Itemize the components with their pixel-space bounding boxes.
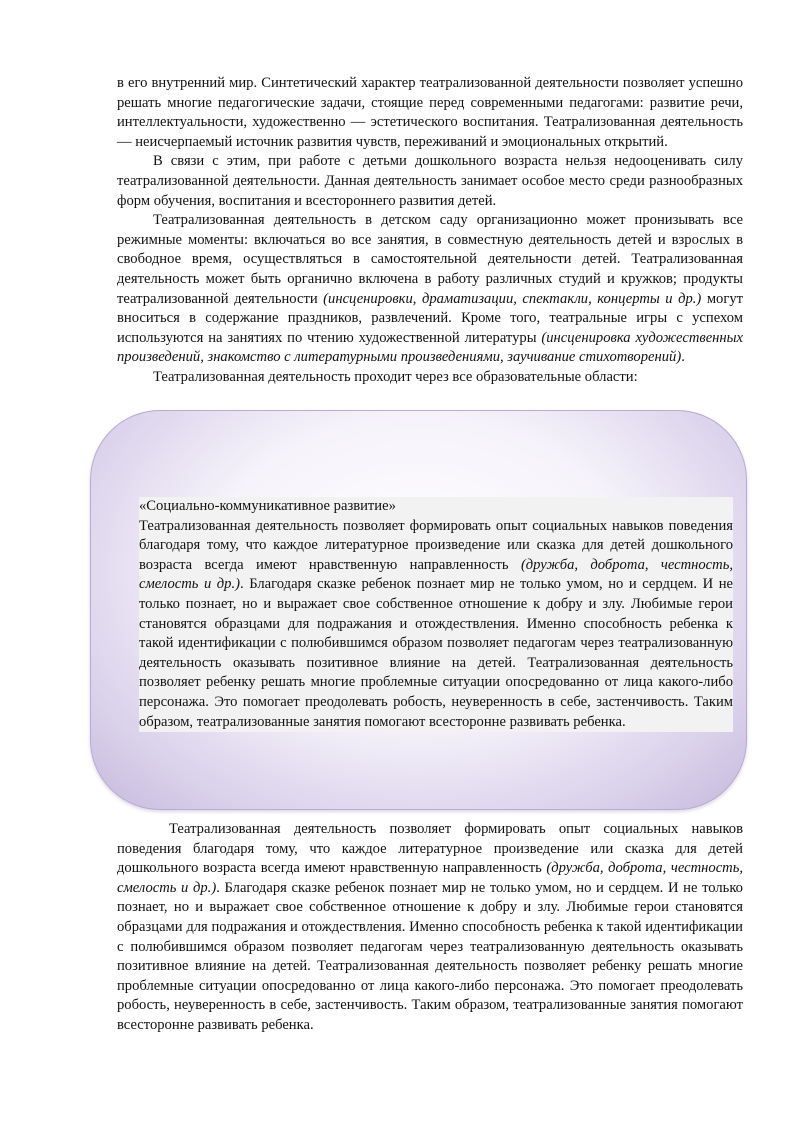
- paragraph-importance: В связи с этим, при работе с детьми дошкольного возраста нельзя недооценивать силу театрализованной деятельности. Данная деятельность занимает особое место среди разнообразных форм обучения, воспитания и всестороннего развития детей.: [117, 153, 743, 209]
- bottom-paragraph: [117, 820, 743, 1036]
- paragraph-kindergarten-literature: (инсценировка художественных произведений, знакомство с литературными произведениями, заучивание стихотворений): [117, 329, 744, 366]
- top-section: [117, 74, 743, 388]
- box-paragraph-text-2: . Благодаря сказке ребенок познает мир не только умом, но и сердцем. И не только познает, но и выражает свое собственное отношение к добру и злу. Любимые герои становятся образцами для подражания и отождествления. Именно способность ребенка к такой идентификации с полюбившимся образом позволяет педагогам через театрализованную деятельность оказывать позитивное влияние на детей. Театрализованная деятельность позволяет ребенку решать многие проблемные ситуации опосредованно от лица какого-либо персонажа. Это помогает преодолевать робость, неуверенность в себе, застенчивость. Таким образом, театрализованные занятия помогают всесторонне развивать ребенка.: [139, 576, 733, 730]
- bottom-paragraph-text-2: . Благодаря сказке ребенок познает мир не только умом, но и сердцем. И не только познает, но и выражает свое собственное отношение к добру и злу. Любимые герои становятся образцами для подражания и отождествления. Именно способность ребенка к такой идентификации с полюбившимся образом позволяет педагогам через театрализованную деятельность оказывать позитивное влияние на детей. Театрализованная деятельность позволяет ребенку решать многие проблемные ситуации опосредованно от лица какого-либо персонажа. Это помогает преодолевать робость, неуверенность в себе, застенчивость. Таким образом, театрализованные занятия помогают всесторонне развивать ребенка.: [117, 879, 743, 1033]
- box-paragraph: [139, 517, 733, 733]
- paragraph-kindergarten-text-1: Театрализованная деятельность в детском саду организационно может пронизывать все режимные моменты: включаться во все занятия, в совместную деятельность детей и взрослых в свободное время, осуществляться в самостоятельной деятельности детей. Театрализованная деятельность может быть органично включена в работу различных студий и кружков; продукты театрализованной деятельности: [117, 212, 743, 307]
- box-paragraph-values: (дружба, доброта, честность, смелость и др.): [139, 556, 733, 593]
- highlight-box: [90, 410, 747, 810]
- bottom-paragraph-values: (дружба, доброта, честность, смелость и др.): [117, 860, 744, 896]
- box-paragraph-text-1: Театрализованная деятельность позволяет формировать опыт социальных навыков поведения благодаря тому, что каждое литературное произведение или сказка для детей дошкольного возраста всегда имеют нравственную направленность: [139, 517, 733, 573]
- paragraph-areas-intro: Театрализованная деятельность проходит через все образовательные области:: [153, 368, 638, 385]
- paragraph-kindergarten-text-2: могут вноситься в содержание праздников, развлечений. Кроме того, театральные игры с успехом используются на занятиях по чтению художественной литературы: [117, 290, 744, 346]
- paragraph-kindergarten: [117, 211, 743, 368]
- paragraph-kindergarten-products: (инсценировки, драматизации, спектакли, концерты и др.): [323, 290, 702, 307]
- paragraph-kindergarten-end: .: [681, 349, 685, 366]
- box-heading: «Социально-коммуникативное развитие»: [139, 498, 396, 514]
- highlight-box-content: [139, 497, 733, 732]
- paragraph-intro: в его внутренний мир. Синтетический характер театрализованной деятельности позволяет успешно решать многие педагогические задачи, стоящие перед современными педагогами: развитие речи, интеллектуальности, художественно — эстетического воспитания. Театрализованная деятельность — неисчерпаемый источник развития чувств, переживаний и эмоциональных открытий.: [117, 75, 743, 150]
- bottom-paragraph-text-1: Театрализованная деятельность позволяет формировать опыт социальных навыков поведения благодаря тому, что каждое литературное произведение или сказка для детей дошкольного возраста всегда имеют нравственную направленность: [117, 821, 743, 877]
- bottom-section: [117, 820, 743, 1036]
